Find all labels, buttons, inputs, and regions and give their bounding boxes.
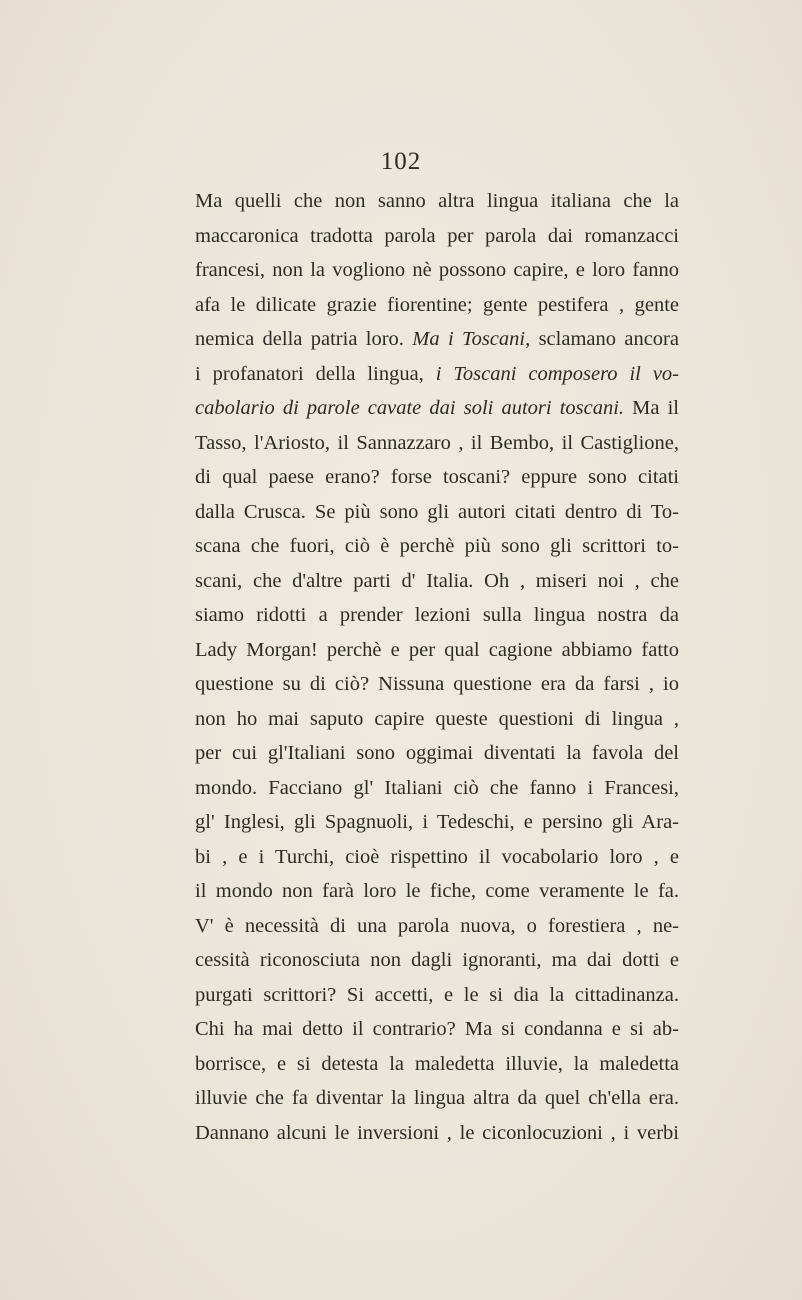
text-segment: Chi ha mai detto il contrario? Ma si condanna e si ab-: [195, 1018, 679, 1040]
text-segment: cessità riconosciuta non dagli ignoranti, ma dai dotti e: [195, 949, 679, 971]
text-segment: afa le dilicate grazie fiorentine; gente pestifera , gente: [195, 293, 679, 316]
text-line: [195, 1116, 679, 1151]
text-segment: illuvie che fa diventar la lingua altra da quel ch'ella era.: [195, 1087, 679, 1109]
text-line: [195, 633, 679, 668]
text-line: [195, 909, 679, 944]
text-segment: Ma il: [624, 397, 679, 419]
text-segment: Dannano alcuni le inversioni , le ciconlocuzioni , i verbi: [195, 1121, 679, 1144]
text-line: [195, 771, 679, 806]
text-line: [195, 840, 679, 875]
text-segment: per cui gl'Italiani sono oggimai diventati la favola del: [195, 742, 679, 764]
text-segment: non ho mai saputo capire queste questioni di lingua ,: [195, 707, 679, 730]
text-segment: purgati scrittori? Si accetti, e le si dia la cittadinanza.: [195, 983, 679, 1006]
italic-text: i Toscani composero il vo-: [435, 362, 679, 385]
text-segment: scani, che d'altre parti d' Italia. Oh , miseri noi , che: [195, 569, 679, 592]
text-segment: nemica della patria loro.: [195, 328, 413, 350]
text-segment: V' è necessità di una parola nuova, o forestiera , ne-: [195, 914, 679, 937]
text-line: [195, 460, 679, 495]
text-segment: gl' Inglesi, gli Spagnuoli, i Tedeschi, e persino gli Ara-: [195, 811, 679, 833]
text-segment: sclamano ancora: [530, 328, 679, 350]
text-line: [195, 253, 679, 288]
text-segment: mondo. Facciano gl' Italiani ciò che fanno i Francesi,: [195, 776, 679, 799]
text-segment: borrisce, e si detesta la maledetta illuvie, la maledetta: [195, 1052, 679, 1075]
text-line: [195, 184, 679, 219]
text-line: [195, 495, 679, 530]
text-segment: i profanatori della lingua,: [195, 362, 436, 385]
text-line: [195, 426, 679, 461]
text-line: [195, 219, 679, 254]
text-line: [195, 805, 679, 840]
text-segment: dalla Crusca. Se più sono gli autori citati dentro di To-: [195, 500, 679, 523]
text-segment: bi , e i Turchi, cioè rispettino il vocabolario loro , e: [195, 845, 679, 868]
italic-text: cabolario di parole cavate dai soli autori toscani.: [195, 397, 625, 419]
text-segment: scana che fuori, ciò è perchè più sono gli scrittori to-: [195, 535, 679, 557]
text-line: [195, 667, 679, 702]
text-line: [195, 598, 679, 633]
text-line: [195, 702, 679, 737]
text-line: [195, 943, 679, 978]
text-line: [195, 564, 679, 599]
text-line: [195, 1012, 679, 1047]
italic-text: Ma i Toscani,: [412, 328, 531, 350]
page-number: 102: [380, 148, 422, 175]
text-line: [195, 288, 679, 323]
text-segment: questione su di ciò? Nissuna questione era da farsi , io: [195, 673, 679, 695]
text-line: [195, 736, 679, 771]
text-segment: Tasso, l'Ariosto, il Sannazzaro , il Bembo, il Castiglione,: [195, 431, 679, 454]
text-line: [195, 322, 679, 357]
text-segment: siamo ridotti a prender lezioni sulla lingua nostra da: [195, 604, 679, 626]
text-segment: maccaronica tradotta parola per parola dai romanzacci: [195, 224, 679, 247]
text-line: [195, 1047, 679, 1082]
text-segment: Ma quelli che non sanno altra lingua italiana che la: [195, 190, 679, 212]
text-line: [195, 391, 679, 426]
body-text: [195, 184, 679, 1150]
text-line: [195, 529, 679, 564]
text-segment: francesi, non la vogliono nè possono capire, e loro fanno: [195, 259, 679, 281]
text-line: [195, 1081, 679, 1116]
text-line: [195, 357, 679, 392]
text-line: [195, 874, 679, 909]
text-segment: di qual paese erano? forse toscani? eppure sono citati: [195, 466, 679, 488]
text-segment: il mondo non farà loro le fiche, come veramente le fa.: [195, 880, 679, 902]
text-segment: Lady Morgan! perchè e per qual cagione abbiamo fatto: [195, 638, 679, 661]
text-line: [195, 978, 679, 1013]
